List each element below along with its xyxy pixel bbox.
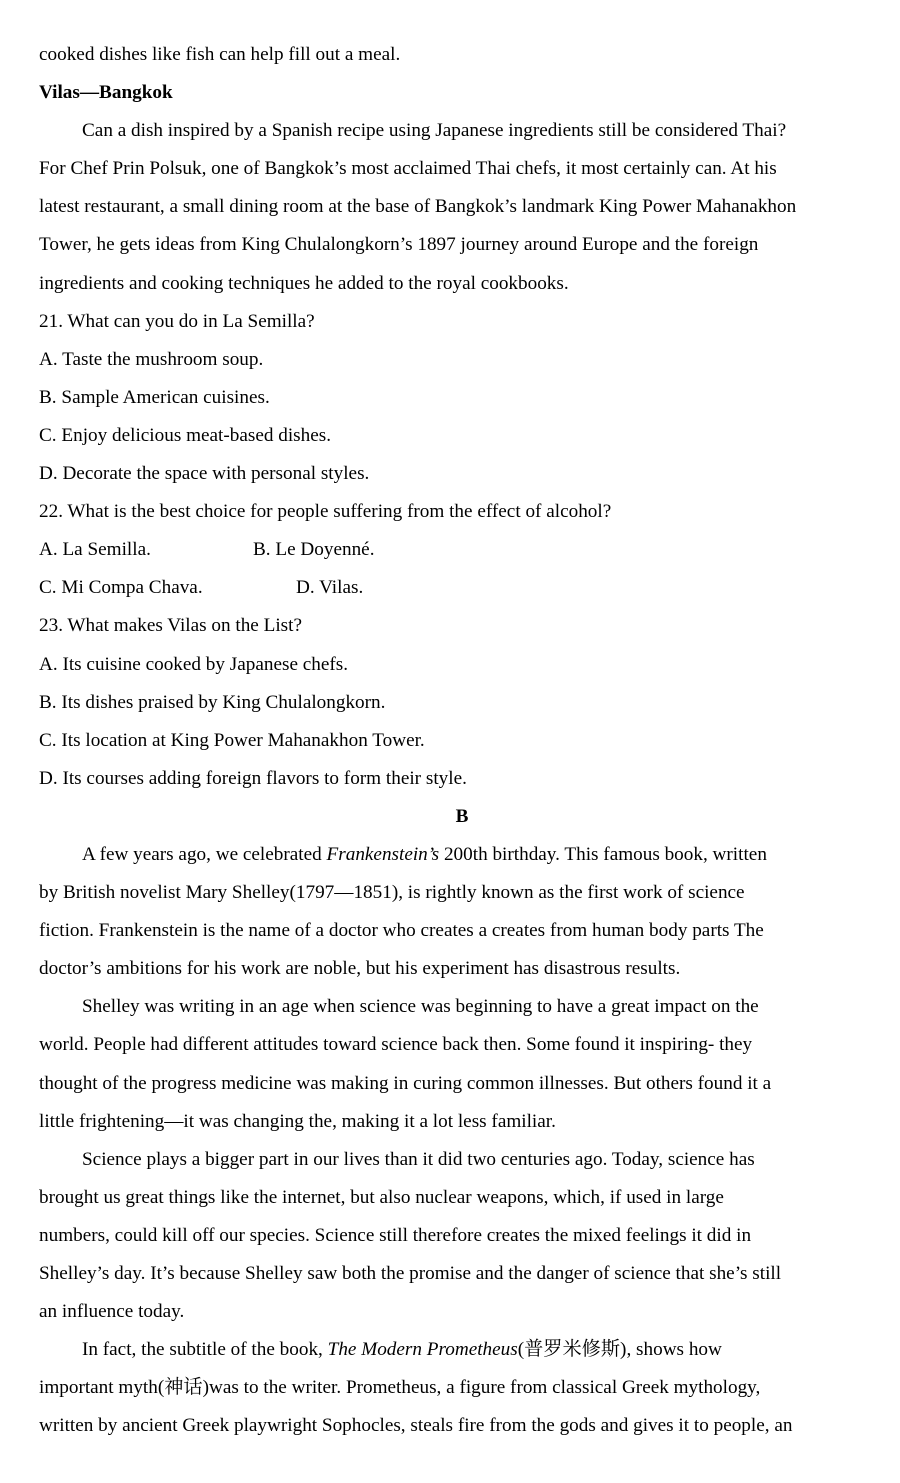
- question-23-option-c: C. Its location at King Power Mahanakhon Tower.: [39, 729, 425, 751]
- text-line: [39, 1331, 885, 1369]
- question-23: 23. What makes Vilas on the List?: [39, 615, 302, 637]
- question-22-option-a: A. La Semilla.: [39, 539, 151, 561]
- text-line: by British novelist Mary Shelley(1797—1851), is rightly known as the first work of science: [39, 882, 745, 904]
- question-22-option-c: C. Mi Compa Chava.: [39, 577, 203, 599]
- text-line: brought us great things like the internet, but also nuclear weapons, which, if used in large: [39, 1186, 724, 1208]
- text-run: In fact, the subtitle of the book,: [82, 1339, 328, 1361]
- question-21-option-c: C. Enjoy delicious meat-based dishes.: [39, 424, 332, 446]
- text-line: doctor’s ambitions for his work are noble, but his experiment has disastrous results.: [39, 958, 681, 980]
- book-title-frankenstein: Frankenstein’s: [326, 843, 440, 865]
- question-22: 22. What is the best choice for people suffering from the effect of alcohol?: [39, 501, 612, 523]
- text-line: latest restaurant, a small dining room at the base of Bangkok’s landmark King Power Mahanakhon: [39, 196, 797, 218]
- text-line: written by ancient Greek playwright Sophocles, steals fire from the gods and gives it to people, an: [39, 1415, 793, 1437]
- text-line: Shelley was writing in an age when science was beginning to have a great impact on the: [82, 996, 759, 1018]
- text-line: Can a dish inspired by a Spanish recipe using Japanese ingredients still be considered Thai?: [82, 120, 787, 142]
- document-page: [39, 36, 885, 1445]
- section-heading-b: B: [455, 805, 469, 827]
- text-line: important myth(神话)was to the writer. Prometheus, a figure from classical Greek mythology,: [39, 1377, 761, 1399]
- question-21-option-d: D. Decorate the space with personal styles.: [39, 463, 370, 485]
- text-line: thought of the progress medicine was making in curing common illnesses. But others found it a: [39, 1072, 772, 1094]
- question-22-options-ab: [39, 531, 885, 569]
- text-line: Science plays a bigger part in our lives than it did two centuries ago. Today, science has: [82, 1148, 755, 1170]
- question-22-option-d: D. Vilas.: [296, 577, 364, 599]
- question-23-option-b: B. Its dishes praised by King Chulalongkorn.: [39, 691, 386, 713]
- question-23-option-a: A. Its cuisine cooked by Japanese chefs.: [39, 653, 349, 675]
- question-21-option-b: B. Sample American cuisines.: [39, 386, 270, 408]
- question-21: 21. What can you do in La Semilla?: [39, 310, 315, 332]
- text-line: [39, 836, 885, 874]
- book-subtitle: The Modern Prometheus: [327, 1339, 518, 1361]
- text-line: fiction. Frankenstein is the name of a doctor who creates a creates from human body parts The: [39, 920, 764, 942]
- text-line: Tower, he gets ideas from King Chulalongkorn’s 1897 journey around Europe and the foreign: [39, 234, 759, 256]
- text-line: cooked dishes like fish can help fill out a meal.: [39, 44, 401, 65]
- text-line: Shelley’s day. It’s because Shelley saw both the promise and the danger of science that she’s still: [39, 1263, 782, 1284]
- text-run: A few years ago, we celebrated: [82, 843, 327, 865]
- text-line: ingredients and cooking techniques he added to the royal cookbooks.: [39, 272, 569, 294]
- text-run: 200th birthday. This famous book, written: [439, 843, 767, 865]
- question-21-option-a: A. Taste the mushroom soup.: [39, 348, 264, 370]
- question-23-option-d: D. Its courses adding foreign flavors to form their style.: [39, 767, 467, 789]
- text-line: world. People had different attitudes toward science back then. Some found it inspiring- they: [39, 1034, 753, 1056]
- text-run: (普罗米修斯), shows how: [517, 1339, 722, 1361]
- text-line: little frightening—it was changing the, making it a lot less familiar.: [39, 1110, 556, 1132]
- question-22-options-cd: [39, 569, 885, 607]
- section-heading-vilas: Vilas—Bangkok: [39, 82, 173, 104]
- text-line: an influence today.: [39, 1301, 185, 1323]
- text-line: numbers, could kill off our species. Science still therefore creates the mixed feelings it did in: [39, 1224, 752, 1246]
- text-line: For Chef Prin Polsuk, one of Bangkok’s most acclaimed Thai chefs, it most certainly can. At his: [39, 158, 777, 180]
- question-22-option-b: B. Le Doyenné.: [253, 539, 375, 561]
